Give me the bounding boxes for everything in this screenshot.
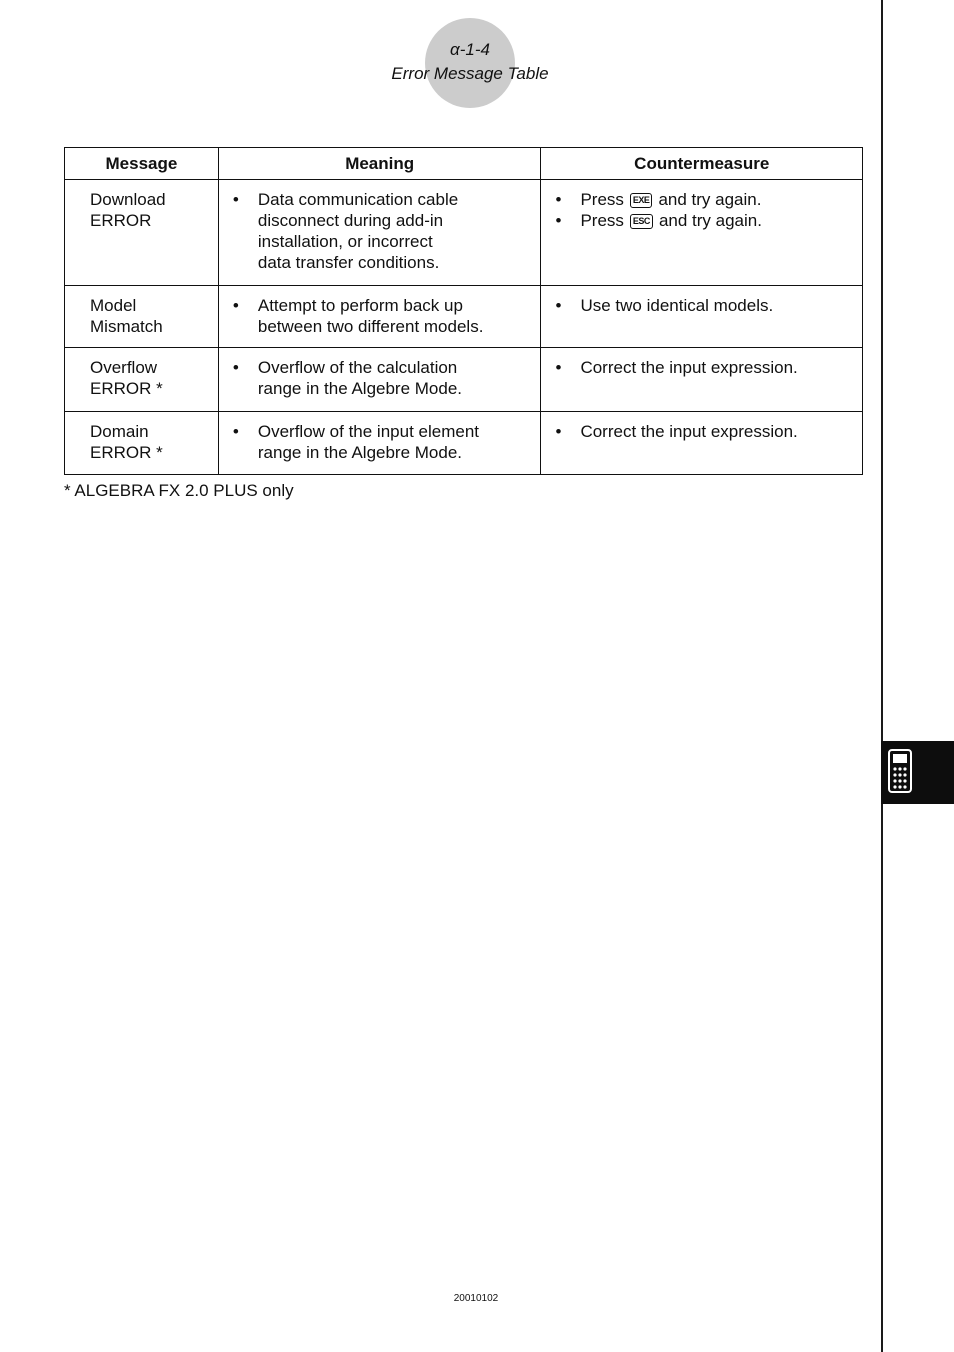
table-row	[65, 286, 863, 348]
countermeasure-item: • Correct the input expression.	[547, 357, 856, 378]
table-header-row	[65, 148, 863, 180]
message-cell: Domain ERROR *	[65, 412, 219, 475]
countermeasure-item: • Press EXE and try again.	[547, 189, 856, 210]
footnote: * ALGEBRA FX 2.0 PLUS only	[64, 481, 294, 500]
countermeasure-cell	[541, 180, 863, 286]
meaning-item: • Data communication cable disconnect during add-in installation, or incorrect data transfer conditions.	[225, 189, 535, 273]
meaning-item: • Overflow of the calculation range in the Algebre Mode.	[225, 357, 535, 399]
message-cell: Model Mismatch	[65, 286, 219, 348]
exe-key-icon: EXE	[630, 193, 653, 208]
countermeasure-cell	[541, 412, 863, 475]
table-row	[65, 180, 863, 286]
header-circle	[425, 18, 515, 108]
column-header-message: Message	[65, 148, 219, 180]
column-header-meaning: Meaning	[218, 148, 541, 180]
page-edge-rule	[881, 0, 883, 1352]
countermeasure-item: • Correct the input expression.	[547, 421, 856, 442]
meaning-item: • Overflow of the input element range in the Algebre Mode.	[225, 421, 535, 463]
section-title: Error Message Table	[391, 64, 549, 83]
meaning-item: • Attempt to perform back up between two different models.	[225, 295, 535, 337]
message-cell: Download ERROR	[65, 180, 219, 286]
countermeasure-item: • Use two identical models.	[547, 295, 856, 316]
meaning-cell	[218, 286, 541, 348]
message-cell: Overflow ERROR *	[65, 348, 219, 412]
table-row	[65, 412, 863, 475]
footer-code: 20010102	[453, 1293, 499, 1304]
chapter-side-tab	[881, 741, 954, 804]
countermeasure-cell	[541, 348, 863, 412]
esc-key-icon: ESC	[630, 214, 653, 229]
countermeasure-cell	[541, 286, 863, 348]
column-header-countermeasure: Countermeasure	[541, 148, 863, 180]
meaning-cell	[218, 348, 541, 412]
calculator-icon	[888, 749, 912, 793]
countermeasure-item: • Press ESC and try again.	[547, 210, 856, 231]
page-number: α-1-4	[450, 40, 490, 59]
table-row	[65, 348, 863, 412]
meaning-cell	[218, 412, 541, 475]
error-message-table	[64, 147, 863, 475]
meaning-cell	[218, 180, 541, 286]
